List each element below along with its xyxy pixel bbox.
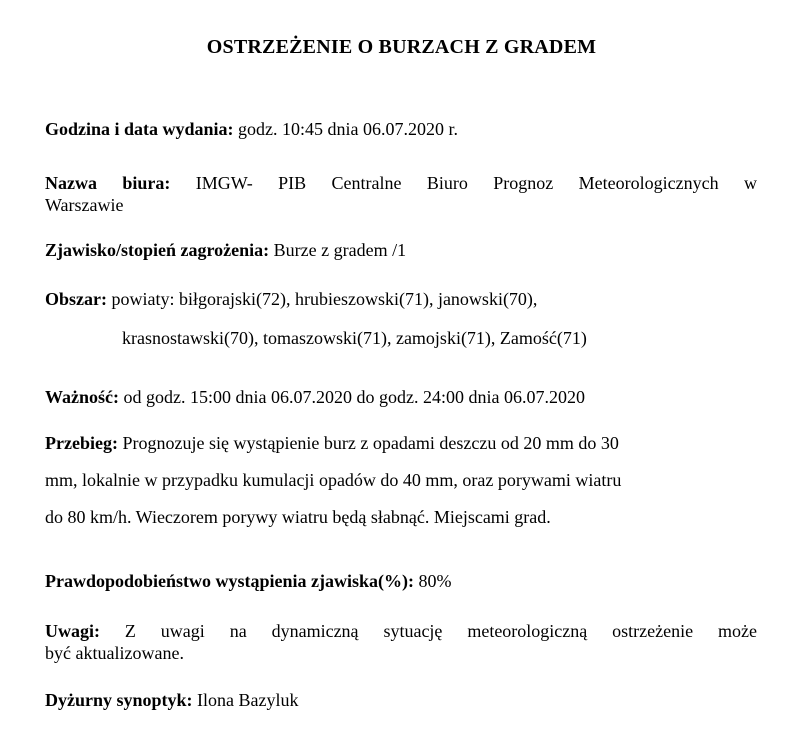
course-line-3: do 80 km/h. Wieczorem porywy wiatru będą słabnąć. Miejscami grad. bbox=[45, 507, 551, 527]
remarks-line-1 bbox=[45, 620, 757, 642]
probability-label: Prawdopodobieństwo wystąpienia zjawiska(%): bbox=[45, 571, 415, 591]
office-value-line-1: IMGW- PIB Centralne Biuro Prognoz Meteorologicznych w bbox=[195, 173, 758, 193]
remarks-value-line-1: Z uwagi na dynamiczną sytuację meteorologiczną ostrzeżenie może bbox=[124, 621, 758, 641]
validity-label: Ważność: bbox=[45, 387, 119, 407]
probability-row bbox=[45, 570, 757, 592]
course-label: Przebieg: bbox=[45, 433, 118, 453]
course-line-2: mm, lokalnie w przypadku kumulacji opadów do 40 mm, oraz porywami wiatru bbox=[45, 470, 622, 490]
issue-datetime-row bbox=[45, 118, 757, 140]
probability-value: 80% bbox=[418, 571, 452, 591]
forecaster-row bbox=[45, 689, 757, 711]
phenomenon-label: Zjawisko/stopień zagrożenia: bbox=[45, 240, 270, 260]
area-line-2: krasnostawski(70), tomaszowski(71), zamojski(71), Zamość(71) bbox=[122, 328, 587, 348]
validity-value: od godz. 15:00 dnia 06.07.2020 do godz. 24:00 dnia 06.07.2020 bbox=[123, 387, 585, 407]
forecaster-label: Dyżurny synoptyk: bbox=[45, 690, 193, 710]
remarks-label: Uwagi: bbox=[45, 621, 100, 641]
course-line-1-text: Prognozuje się wystąpienie burz z opadami deszczu od 20 mm do 30 bbox=[122, 433, 619, 453]
course-line-1 bbox=[45, 425, 757, 462]
office-line-1 bbox=[45, 172, 757, 194]
issue-datetime-value: godz. 10:45 dnia 06.07.2020 r. bbox=[238, 119, 459, 139]
phenomenon-value: Burze z gradem /1 bbox=[273, 240, 407, 260]
document-title: OSTRZEŻENIE O BURZACH Z GRADEM bbox=[206, 36, 597, 58]
remarks-value-line-2: być aktualizowane. bbox=[45, 643, 184, 663]
phenomenon-row bbox=[45, 239, 757, 261]
issue-datetime-label: Godzina i data wydania: bbox=[45, 119, 234, 139]
validity-row bbox=[45, 386, 757, 408]
office-row bbox=[45, 172, 757, 216]
remarks-row bbox=[45, 620, 757, 664]
area-row bbox=[45, 288, 757, 310]
office-value-line-2: Warszawie bbox=[45, 195, 124, 215]
office-label: Nazwa biura: bbox=[45, 173, 171, 193]
course-row bbox=[45, 425, 757, 536]
forecaster-value: Ilona Bazyluk bbox=[197, 690, 299, 710]
area-label: Obszar: bbox=[45, 289, 107, 309]
area-line-1: powiaty: biłgorajski(72), hrubieszowski(71), janowski(70), bbox=[111, 289, 538, 309]
